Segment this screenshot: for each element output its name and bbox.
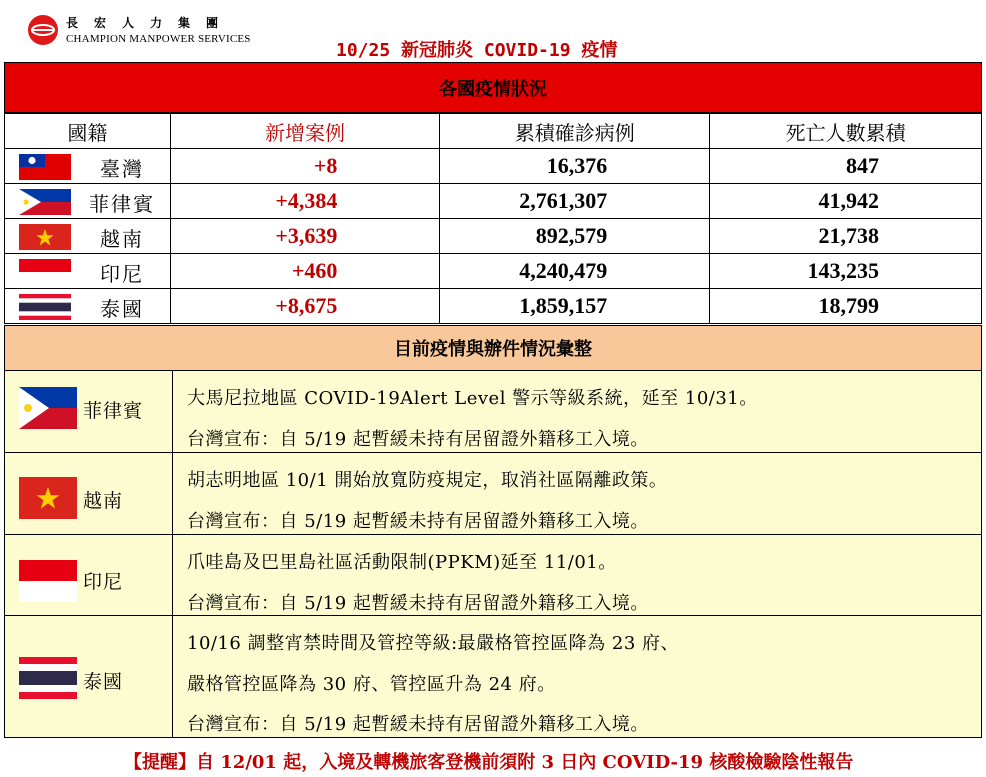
thailand-flag-icon [19,657,77,699]
summary-country-cell [5,535,173,615]
indonesia-flag-icon [19,560,77,602]
page-header [0,0,986,62]
summary-line: 台灣宣布：自 5/19 起暫緩未持有居留證外籍移工入境。 [187,593,649,614]
deaths-value: 143,235 [710,254,982,289]
deaths-value: 21,738 [710,219,982,254]
vietnam-flag-icon [19,477,77,519]
table-row [5,289,982,324]
column-header-new-cases: 新增案例 [170,114,440,149]
column-header-country: 國籍 [5,114,171,149]
summary-line: 台灣宣布：自 5/19 起暫緩未持有居留證外籍移工入境。 [187,511,649,532]
deaths-value: 41,942 [710,184,982,219]
new-cases-value: +3,639 [170,219,440,254]
summary-country-cell [5,616,173,737]
country-name: 印尼 [100,262,144,286]
table-row [5,184,982,219]
page-title: 10/25 新冠肺炎 COVID-19 疫情 [336,40,618,61]
table-row [5,254,982,289]
summary-line: 10/16 調整宵禁時間及管控等級:最嚴格管控區降為 23 府、 [187,633,680,654]
summary-item-thailand [4,616,982,738]
deaths-value: 18,799 [710,289,982,324]
company-name-english: CHAMPION MANPOWER SERVICES [66,33,251,45]
thailand-flag-icon [19,294,71,320]
deaths-value: 847 [710,149,982,184]
summary-country-name: 菲律賓 [83,400,144,422]
country-name: 臺灣 [100,157,144,181]
philippines-flag-icon [19,387,77,429]
country-name: 泰國 [100,297,144,321]
summary-line: 大馬尼拉地區 COVID-19Alert Level 警示等級系統，延至 10/31。 [187,388,758,409]
total-cases-value: 1,859,157 [440,289,710,324]
country-cell [5,184,171,219]
total-cases-value: 2,761,307 [440,184,710,219]
summary-line: 嚴格管控區降為 30 府、管控區升為 24 府。 [187,674,556,695]
total-cases-value: 4,240,479 [440,254,710,289]
table-row [5,219,982,254]
summary-item-vietnam [4,453,982,535]
new-cases-value: +4,384 [170,184,440,219]
company-logo-icon [27,14,59,46]
country-name: 越南 [100,227,144,251]
column-header-deaths: 死亡人數累積 [710,114,982,149]
country-cell [5,289,171,324]
total-cases-value: 16,376 [440,149,710,184]
summary-heading: 目前疫情與辦件情況彙整 [4,325,982,371]
summary-line: 爪哇島及巴里島社區活動限制(PPKM)延至 11/01。 [187,552,617,573]
summary-line: 台灣宣布：自 5/19 起暫緩未持有居留證外籍移工入境。 [187,429,649,450]
new-cases-value: +8,675 [170,289,440,324]
vietnam-flag-icon [19,224,71,250]
company-name-chinese: 長宏人力集團 [66,16,235,30]
summary-line: 胡志明地區 10/1 開始放寬防疫規定，取消社區隔離政策。 [187,470,668,491]
summary-country-name: 泰國 [83,671,124,693]
table-header-row [5,114,982,149]
stats-heading: 各國疫情狀況 [4,62,982,113]
column-header-total-cases: 累積確診病例 [440,114,710,149]
new-cases-value: +460 [170,254,440,289]
country-name: 菲律賓 [89,192,155,216]
summary-country-cell [5,371,173,452]
country-cell [5,254,171,289]
summary-country-cell [5,453,173,534]
taiwan-flag-icon [19,154,71,180]
summary-line: 台灣宣布：自 5/19 起暫緩未持有居留證外籍移工入境。 [187,714,649,735]
summary-item-indonesia [4,535,982,616]
new-cases-value: +8 [170,149,440,184]
country-cell [5,149,171,184]
summary-country-name: 印尼 [83,571,124,593]
summary-item-philippines [4,371,982,453]
country-cell [5,219,171,254]
indonesia-flag-icon [19,259,71,285]
summary-country-name: 越南 [83,490,124,512]
total-cases-value: 892,579 [440,219,710,254]
table-row [5,149,982,184]
reminder-note: 【提醒】自 12/01 起，入境及轉機旅客登機前須附 3 日內 COVID-19 核酸檢驗陰性報告 [124,752,854,773]
stats-table [4,113,982,324]
philippines-flag-icon [19,189,71,215]
